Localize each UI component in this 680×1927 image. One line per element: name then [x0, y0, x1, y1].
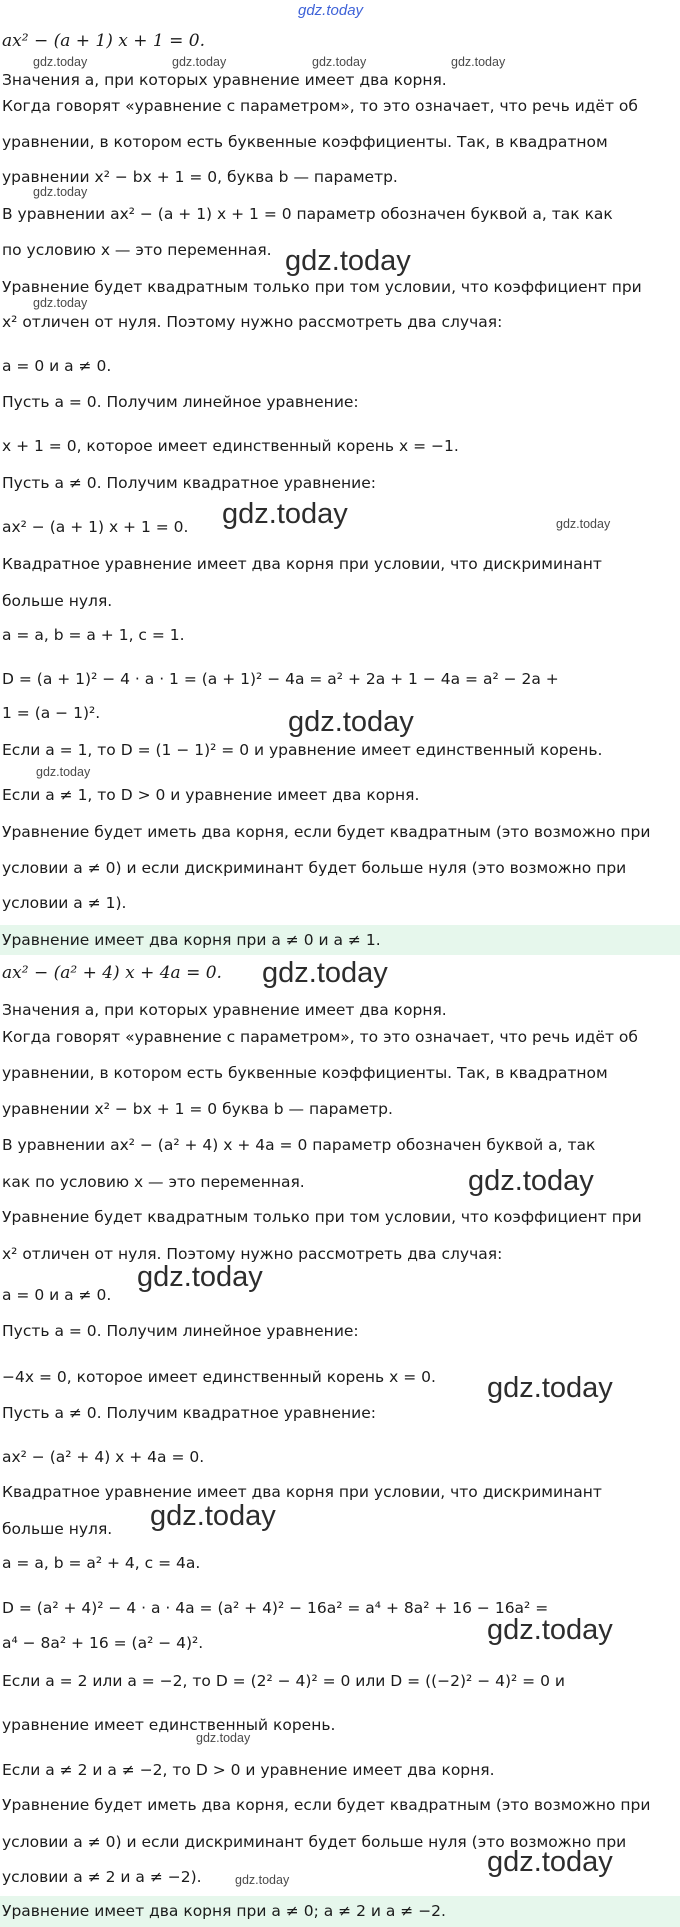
text-line: больше нуля. — [2, 592, 113, 610]
answer-1: Уравнение имеет два корня при a ≠ 0 и a ≠ 1. — [0, 925, 680, 955]
text-line: условии a ≠ 0) и если дискриминант будет больше нуля (это возможно при — [2, 1833, 627, 1851]
watermark-small: gdz.today — [196, 1731, 251, 1745]
text-line: как по условию x — это переменная. — [2, 1173, 305, 1191]
text-line: Если a ≠ 1, то D > 0 и уравнение имеет два корня. — [2, 786, 420, 804]
text-line: a = 0 и a ≠ 0. — [2, 1286, 112, 1304]
watermark-large: gdz.today — [222, 498, 348, 530]
text-line: Пусть a ≠ 0. Получим квадратное уравнение: — [2, 1404, 377, 1422]
text-line: Уравнение будет иметь два корня, если будет квадратным (это возможно при — [2, 823, 651, 841]
watermark-small: gdz.today — [33, 185, 88, 199]
text-line: Уравнение будет квадратным только при том условии, что коэффициент при — [2, 278, 642, 296]
watermark-large: gdz.today — [150, 1500, 276, 1532]
watermark-small: gdz.today — [172, 55, 227, 69]
text-line: a = a, b = a² + 4, c = 4a. — [2, 1554, 201, 1572]
text-line: по условию x — это переменная. — [2, 241, 272, 259]
watermark-large: gdz.today — [468, 1165, 594, 1197]
watermark-small: gdz.today — [312, 55, 367, 69]
text-line: −4x = 0, которое имеет единственный корень x = 0. — [2, 1368, 436, 1386]
text-line: Пусть a ≠ 0. Получим квадратное уравнение: — [2, 474, 377, 492]
watermark-large: gdz.today — [288, 706, 414, 738]
watermark-small: gdz.today — [36, 765, 91, 779]
text-line: уравнение имеет единственный корень. — [2, 1716, 336, 1734]
equation-2: ax² − (a² + 4) x + 4a = 0. — [2, 963, 222, 983]
text-line: Если a = 1, то D = (1 − 1)² = 0 и уравнение имеет единственный корень. — [2, 741, 603, 759]
text-line: Уравнение будет квадратным только при том условии, что коэффициент при — [2, 1208, 642, 1226]
watermark-large: gdz.today — [137, 1261, 263, 1293]
text-line: условии a ≠ 2 и a ≠ −2). — [2, 1868, 202, 1886]
text-line: Когда говорят «уравнение с параметром», то это означает, что речь идёт об — [2, 97, 638, 115]
watermark-small: gdz.today — [556, 517, 611, 531]
text-line: уравнении, в котором есть буквенные коэффициенты. Так, в квадратном — [2, 1064, 608, 1082]
text-line: x + 1 = 0, которое имеет единственный корень x = −1. — [2, 437, 459, 455]
watermark-small: gdz.today — [235, 1873, 290, 1887]
text-line: Если a = 2 или a = −2, то D = (2² − 4)² = 0 или D = ((−2)² − 4)² = 0 и — [2, 1672, 565, 1690]
text-line: Уравнение будет иметь два корня, если будет квадратным (это возможно при — [2, 1796, 651, 1814]
text-line: x² отличен от нуля. Поэтому нужно рассмотреть два случая: — [2, 1245, 503, 1263]
text-line: ax² − (a + 1) x + 1 = 0. — [2, 518, 189, 536]
text-line: В уравнении ax² − (a + 1) x + 1 = 0 параметр обозначен буквой a, так как — [2, 205, 613, 223]
text-line: уравнении x² − bx + 1 = 0, буква b — параметр. — [2, 168, 398, 186]
text-line: Квадратное уравнение имеет два корня при условии, что дискриминант — [2, 1483, 602, 1501]
text-line: Пусть a = 0. Получим линейное уравнение: — [2, 1322, 359, 1340]
watermark-small: gdz.today — [451, 55, 506, 69]
text-line: a = 0 и a ≠ 0. — [2, 357, 112, 375]
text-line: уравнении, в котором есть буквенные коэффициенты. Так, в квадратном — [2, 133, 608, 151]
text-line: D = (a² + 4)² − 4 · a · 4a = (a² + 4)² − 16a² = a⁴ + 8a² + 16 − 16a² = — [2, 1599, 549, 1617]
text-line: 1 = (a − 1)². — [2, 704, 101, 722]
watermark-large: gdz.today — [285, 245, 411, 277]
text-line: ax² − (a² + 4) x + 4a = 0. — [2, 1448, 205, 1466]
text-line: В уравнении ax² − (a² + 4) x + 4a = 0 параметр обозначен буквой a, так — [2, 1136, 596, 1154]
answer-2: Уравнение имеет два корня при a ≠ 0; a ≠ 2 и a ≠ −2. — [0, 1896, 680, 1927]
text-line: условии a ≠ 1). — [2, 894, 127, 912]
watermark-large: gdz.today — [487, 1614, 613, 1646]
text-line: условии a ≠ 0) и если дискриминант будет больше нуля (это возможно при — [2, 859, 627, 877]
text-line: Значения a, при которых уравнение имеет два корня. — [2, 1001, 447, 1019]
watermark-small: gdz.today — [33, 55, 88, 69]
watermark-large: gdz.today — [487, 1846, 613, 1878]
watermark-small: gdz.today — [33, 296, 88, 310]
text-line: Когда говорят «уравнение с параметром», то это означает, что речь идёт об — [2, 1028, 638, 1046]
header-watermark: gdz.today — [298, 2, 364, 19]
text-line: больше нуля. — [2, 1520, 113, 1538]
text-line: x² отличен от нуля. Поэтому нужно рассмотреть два случая: — [2, 313, 503, 331]
text-line: Квадратное уравнение имеет два корня при условии, что дискриминант — [2, 555, 602, 573]
text-line: Пусть a = 0. Получим линейное уравнение: — [2, 393, 359, 411]
watermark-large: gdz.today — [262, 957, 388, 989]
watermark-large: gdz.today — [487, 1372, 613, 1404]
text-line: уравнении x² − bx + 1 = 0 буква b — параметр. — [2, 1100, 393, 1118]
text-line: a⁴ − 8a² + 16 = (a² − 4)². — [2, 1634, 204, 1652]
text-line: a = a, b = a + 1, c = 1. — [2, 626, 185, 644]
text-line: Значения a, при которых уравнение имеет два корня. — [2, 71, 447, 89]
text-line: D = (a + 1)² − 4 · a · 1 = (a + 1)² − 4a = a² + 2a + 1 − 4a = a² − 2a + — [2, 670, 559, 688]
text-line: Если a ≠ 2 и a ≠ −2, то D > 0 и уравнение имеет два корня. — [2, 1761, 495, 1779]
equation-1: ax² − (a + 1) x + 1 = 0. — [2, 31, 205, 51]
